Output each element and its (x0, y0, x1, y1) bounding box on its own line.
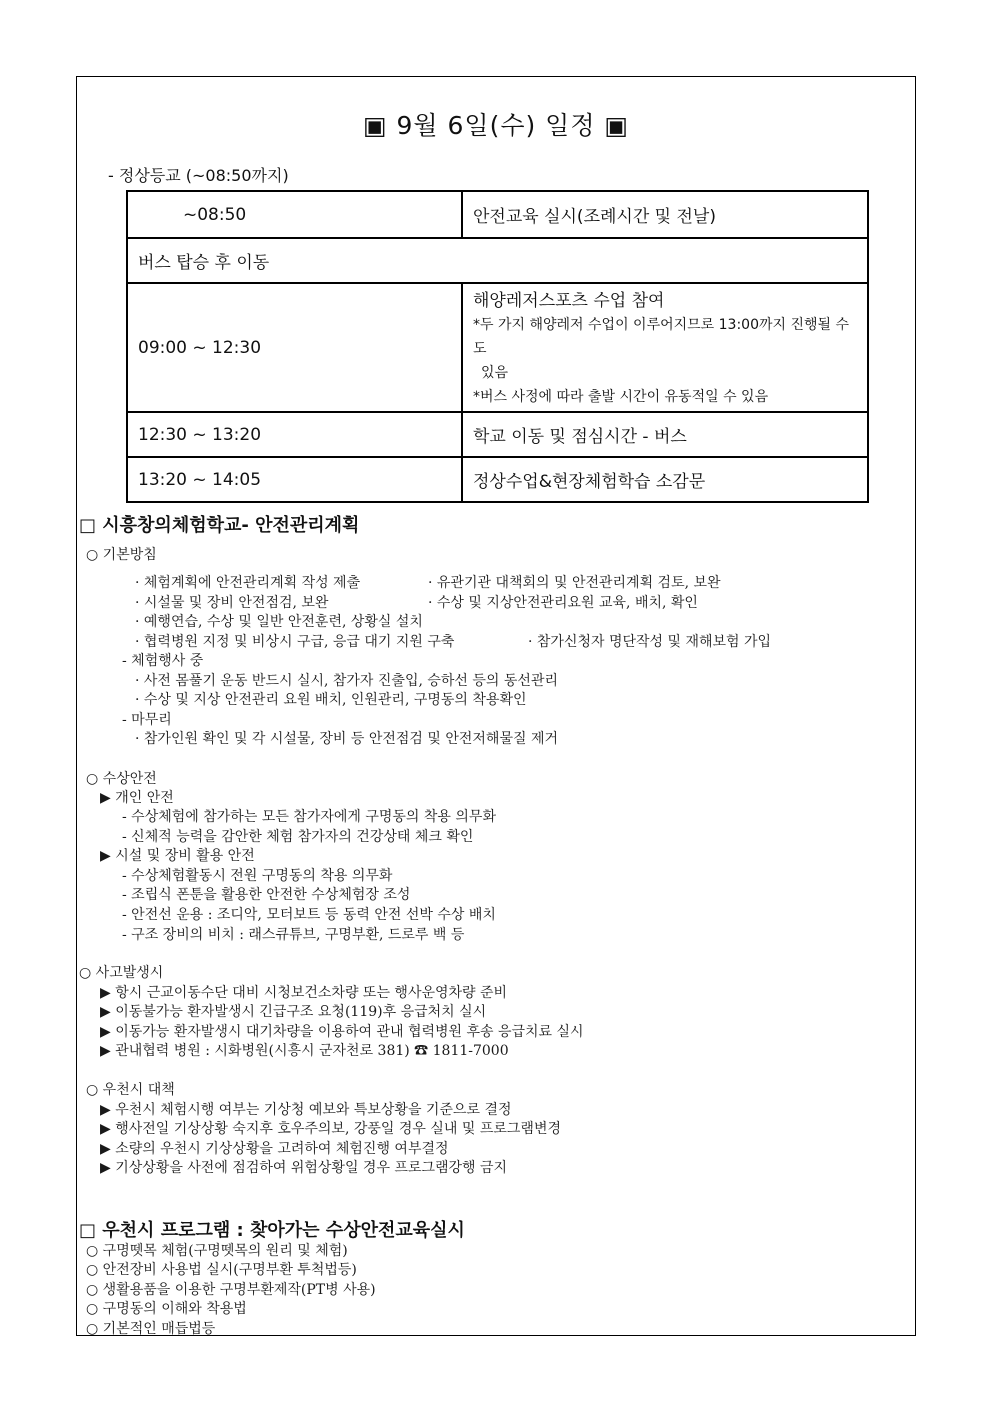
section-heading-safety-plan: □ 시흥창의체험학교- 안전관리계획 (79, 515, 360, 536)
list-item: ▶ 이동가능 환자발생시 대기차량을 이용하여 관내 협력병원 후송 응급치료 실시 (100, 1024, 584, 1040)
note-line: 있음 (481, 365, 509, 381)
page-title: ▣ 9월 6일(수) 일정 ▣ (362, 111, 630, 140)
list-subheading: ▶ 개인 안전 (100, 790, 174, 806)
table-row (127, 412, 868, 457)
list-item: - 수상체험에 참가하는 모든 참가자에게 구명동의 착용 의무화 (122, 809, 496, 825)
subsection-heading: ○ 기본방침 (86, 547, 157, 563)
list-item: ▶ 이동불가능 환자발생시 긴급구조 요청(119)후 응급처치 실시 (100, 1004, 487, 1020)
list-item: · 참가신청자 명단작성 및 재해보험 가입 (528, 634, 772, 650)
desc-cell: 정상수업&현장체험학습 소감문 (462, 457, 868, 502)
desc-main: 해양레저스포츠 수업 참여 (473, 291, 665, 311)
list-item: - 신체적 능력을 감안한 체험 참가자의 건강상태 체크 확인 (122, 829, 474, 845)
note-line: *버스 사정에 따라 출발 시간이 유동적일 수 있음 (473, 389, 769, 405)
table-row (127, 191, 868, 238)
list-item: ▶ 관내협력 병원 : 시화병원(시흥시 군자천로 381) ☎ 1811-7000 (100, 1043, 509, 1059)
list-item: · 사전 몸풀기 운동 반드시 실시, 참가자 진출입, 승하선 등의 동선관리 (135, 673, 558, 689)
subsection-heading: ○ 수상안전 (86, 771, 157, 787)
list-item: ○ 생활용품을 이용한 구명부환제작(PT병 사용) (86, 1282, 376, 1298)
section-heading-rain-program: □ 우천시 프로그램 : 찾아가는 수상안전교육실시 (79, 1220, 465, 1241)
table-row (127, 238, 868, 283)
list-item: ▶ 항시 근교이동수단 대비 시청보건소차량 또는 행사운영차량 준비 (100, 985, 508, 1001)
schedule-table (126, 190, 869, 503)
list-item: ▶ 소량의 우천시 기상상황을 고려하여 체험진행 여부결정 (100, 1141, 449, 1157)
list-item: - 조립식 폰툰을 활용한 안전한 수상체험장 조성 (122, 887, 411, 903)
list-item: · 유관기관 대책회의 및 안전관리계획 검토, 보완 (428, 575, 721, 591)
desc-cell (462, 283, 868, 412)
list-subheading: - 마무리 (122, 712, 172, 728)
desc-cell: 학교 이동 및 점심시간 - 버스 (462, 412, 868, 457)
list-item: · 체험계획에 안전관리계획 작성 제출 (135, 575, 361, 591)
list-subheading: ▶ 시설 및 장비 활용 안전 (100, 848, 255, 864)
list-item: · 시설물 및 장비 안전점검, 보완 (135, 595, 329, 611)
list-item: ▶ 우천시 체험시행 여부는 기상청 예보와 특보상황을 기준으로 결정 (100, 1102, 512, 1118)
list-item: ▶ 행사전일 기상상황 숙지후 호우주의보, 강풍일 경우 실내 및 프로그램변경 (100, 1121, 561, 1137)
subsection-heading: ○ 우천시 대책 (86, 1082, 175, 1098)
list-item: · 참가인원 확인 및 각 시설물, 장비 등 안전점검 및 안전저해물질 제거 (135, 731, 558, 747)
list-item: · 예행연습, 수상 및 일반 안전훈련, 상황실 설치 (135, 614, 423, 630)
desc-cell: 안전교육 실시(조례시간 및 전날) (462, 191, 868, 238)
list-item: · 수상 및 지상 안전관리 요원 배치, 인원관리, 구명동의 착용확인 (135, 692, 527, 708)
time-cell: 12:30 ~ 13:20 (127, 412, 462, 457)
time-cell: 09:00 ~ 12:30 (127, 283, 462, 412)
list-item: - 수상체험활동시 전원 구명동의 착용 의무화 (122, 868, 393, 884)
subsection-heading: ○ 사고발생시 (79, 965, 164, 981)
list-item: ○ 기본적인 매듭법등 (86, 1321, 216, 1337)
time-cell: ~08:50 (127, 191, 462, 238)
schedule-subtitle: - 정상등교 (~08:50까지) (108, 166, 289, 185)
list-item: ○ 구명뗏목 체험(구명뗏목의 원리 및 체험) (86, 1243, 348, 1259)
note-line: *두 가지 해양레저 수업이 이루어지므로 13:00까지 진행될 수도 (473, 317, 850, 357)
list-item: ○ 구명동의 이해와 착용법 (86, 1301, 247, 1317)
table-row (127, 457, 868, 502)
desc-cell: 버스 탑승 후 이동 (127, 238, 868, 283)
list-item: - 구조 장비의 비치 : 래스큐튜브, 구명부환, 드로루 백 등 (122, 927, 465, 943)
table-row (127, 283, 868, 412)
list-subheading: - 체험행사 중 (122, 653, 204, 669)
list-item: · 수상 및 지상안전관리요원 교육, 배치, 확인 (428, 595, 698, 611)
list-item: ▶ 기상상황을 사전에 점검하여 위험상황일 경우 프로그램강행 금지 (100, 1160, 508, 1176)
list-item: - 안전선 운용 : 조디악, 모터보트 등 동력 안전 선박 수상 배치 (122, 907, 496, 923)
list-item: · 협력병원 지정 및 비상시 구급, 응급 대기 지원 구축 (135, 634, 455, 650)
time-cell: 13:20 ~ 14:05 (127, 457, 462, 502)
list-item: ○ 안전장비 사용법 실시(구명부환 투척법등) (86, 1262, 357, 1278)
